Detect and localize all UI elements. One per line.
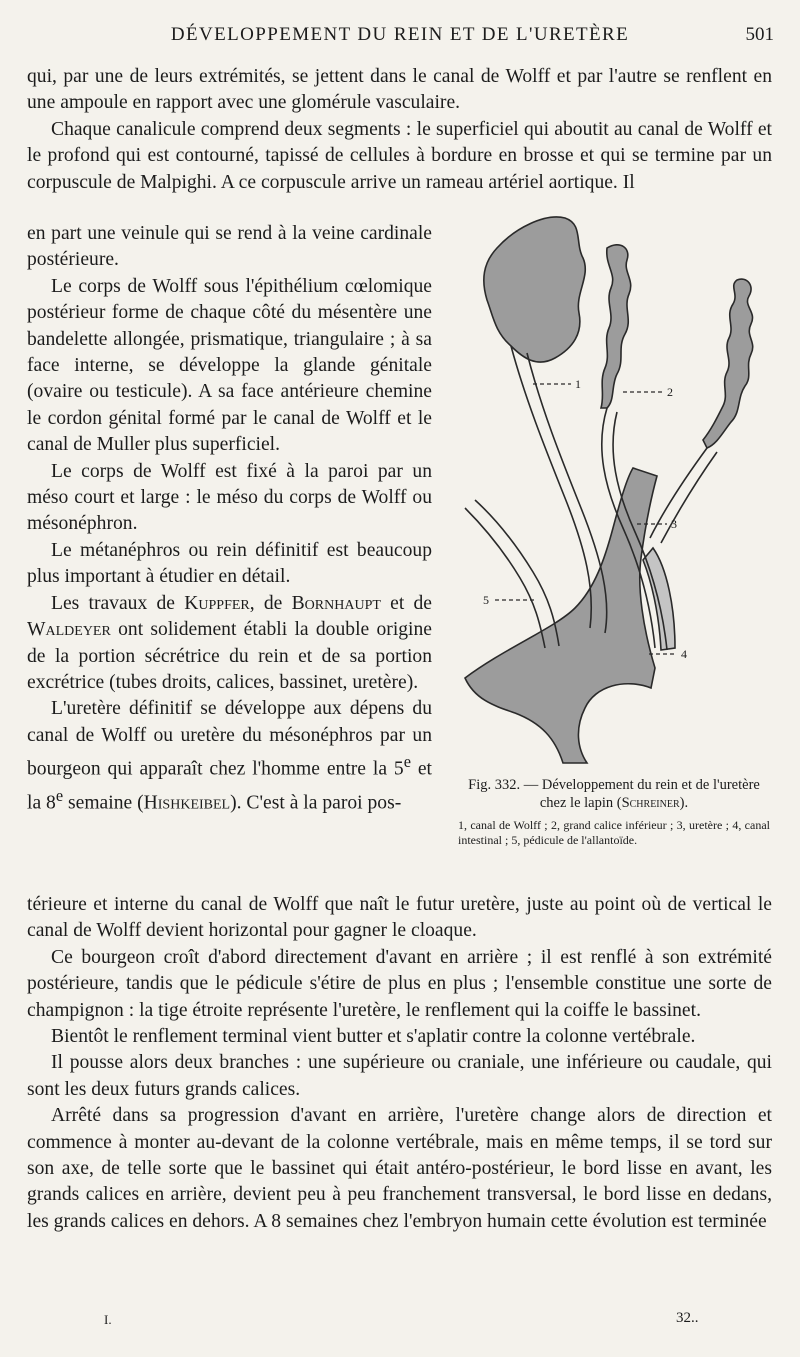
author-name: Waldeyer (27, 619, 111, 641)
figure-label-1: 1 (575, 377, 581, 391)
figure-label-3: 3 (671, 517, 677, 531)
author-name: Kuppfer (184, 592, 250, 614)
kidney-lobe (484, 217, 585, 362)
caption-legend: 1, canal de Wolff ; 2, grand calice inférieur ; 3, uretère ; 4, canal intestinal ; 5, pédicule de l'allantoïde. (458, 818, 770, 847)
bottom-text-block (27, 892, 772, 1235)
cloaca-shape (465, 468, 657, 763)
figure-label-4: 4 (681, 647, 687, 661)
footer-signature: I. (104, 1312, 112, 1327)
paragraph-arrete: Arrêté dans sa progression d'avant en arrière, l'uretère change alors de direction et commence à monter au-devant de la colonne vertébrale, mais en même temps, il se tord sur son axe, de telle sorte que le bassinet qui était antéro-postérieur, le bord lisse en avant, les grands calices en arrière, devient peu à peu franchement transversal, le bord lisse en dedans, les grands calices en dehors. A 8 semaines chez l'embryon humain cette évolution est terminée (27, 1105, 772, 1232)
footer-signature-number: 32.. (676, 1310, 699, 1326)
paragraph-uretere: L'uretère définitif se développe aux dépens du canal de Wolff ou uretère du mésonéphros par un bourgeon qui apparaît chez l'homme entre la 5e et la 8e semaine (Hishkeibel). C'est à la paroi pos- (27, 698, 432, 814)
paragraph-branches: Il pousse alors deux branches : une supérieure ou craniale, une inférieure ou caudale, qui sont les deux futurs grands calices. (27, 1052, 772, 1100)
left-column (27, 221, 432, 817)
calyx-shape (601, 245, 631, 408)
paragraph-continuation: qui, par une de leurs extrémités, se jettent dans le canal de Wolff et par l'autre se renflent en une ampoule en rapport avec une glomérule vasculaire. (27, 66, 772, 114)
author-name: Bornhaupt (291, 592, 381, 614)
figure-label-2: 2 (667, 385, 673, 399)
top-text-block (27, 64, 772, 196)
caption-author: Schreiner (621, 795, 680, 811)
paragraph-travaux: Les travaux de Kuppfer, de Bornhaupt et de Waldeyer ont solidement établi la double origine de la portion sécrétrice du rein et de sa portion excrétrice (tubes droits, calices, bassinet, uretère). (27, 592, 432, 693)
paragraph-canalicule: Chaque canalicule comprend deux segments : le superficiel qui aboutit au canal de Wolff et le profond qui est contourné, tapissé de cellules à bordure en brosse et qui se termine par un corpuscule de Malpighi. A ce corpuscule arrive un rameau artériel aortique. Il (27, 118, 772, 193)
running-header (0, 24, 800, 54)
paragraph-metanephros: Le métanéphros ou rein définitif est beaucoup plus important à étudier en détail. (27, 539, 432, 588)
paragraph-veinule: en part une veinule qui se rend à la veine cardinale postérieure. (27, 223, 432, 271)
paragraph-bourgeon: Ce bourgeon croît d'abord directement d'avant en arrière ; il est renflé à son extrémité postérieure, tandis que le pédicule s'étire de plus en plus ; l'ensemble constitue une sorte de champignon : la tige étroite représente l'uretère, le renflement qui la coiffe le bassinet. (27, 946, 772, 1021)
kidney-development-illustration (445, 208, 775, 768)
figure-label-5: 5 (483, 593, 489, 607)
author-name: Hishkeibel (143, 792, 231, 814)
caption-title: Fig. 332. — Développement du rein et de l'uretère chez le lapin (Schreiner). (468, 777, 760, 811)
allantois-pedicle (465, 508, 545, 648)
running-title: DÉVELOPPEMENT DU REIN ET DE L'URETÈRE (170, 24, 630, 45)
calyx-shape (703, 279, 753, 448)
page-number: 501 (745, 24, 774, 45)
paragraph-corps-de-wolff: Le corps de Wolff sous l'épithélium cœlomique postérieur forme de chaque côté du mésentère une bandelette allongée, prismatique, triangulaire ; à sa face interne, se développe la glande génitale (ovaire ou testicule). A sa face antérieure chemine le cordon génital formé par le canal de Wolff et le canal de Muller plus superficiel. (27, 275, 432, 456)
figure-caption (458, 776, 770, 848)
paragraph-uretere-end: térieure et interne du canal de Wolff que naît le futur uretère, juste au point où de vertical le canal de Wolff devient horizontal pour gagner le cloaque. (27, 894, 772, 942)
paragraph-renflement: Bientôt le renflement terminal vient butter et s'aplatir contre la colonne vertébrale. (51, 1026, 696, 1048)
paragraph-meso: Le corps de Wolff est fixé à la paroi par un méso court et large : le méso du corps de Wolff ou mésonéphron. (27, 460, 432, 535)
figure-332 (445, 208, 775, 768)
vessel-line (661, 452, 717, 543)
